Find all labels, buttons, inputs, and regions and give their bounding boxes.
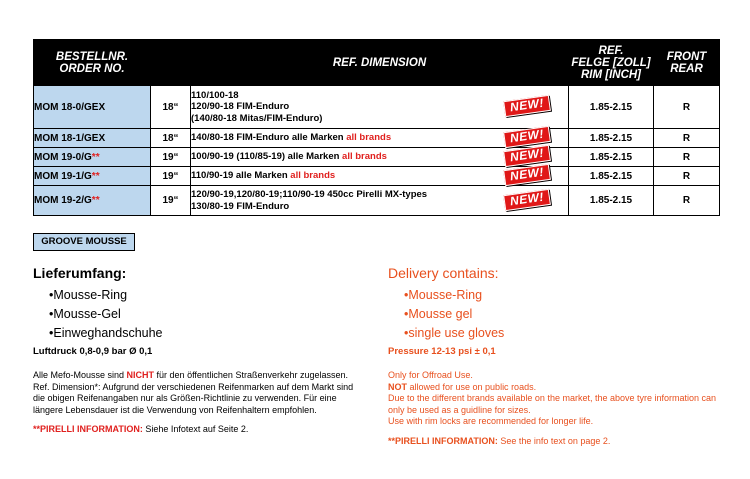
header-order-no: BESTELLNR. ORDER NO. bbox=[34, 40, 151, 86]
new-badge: NEW! bbox=[503, 126, 551, 148]
table-row bbox=[34, 186, 720, 216]
german-section bbox=[33, 265, 363, 434]
order-number: MOM 19-1/G** bbox=[34, 167, 151, 186]
pirelli-info-de: **PIRELLI INFORMATION: Siehe Infotext auf Seite 2. bbox=[33, 424, 249, 434]
table-row bbox=[34, 86, 720, 129]
product-table bbox=[33, 39, 720, 216]
rim-width: 1.85-2.15 bbox=[569, 86, 654, 129]
new-badge: NEW! bbox=[503, 145, 551, 167]
order-number: MOM 18-0/GEX bbox=[34, 86, 151, 129]
table-row bbox=[34, 148, 720, 167]
delivery-heading-en: Delivery contains: bbox=[388, 265, 499, 281]
list-item: • Einweghandschuhe bbox=[49, 324, 363, 343]
rim-size: 19“ bbox=[151, 186, 191, 216]
ref-dimension: 110/90-19 alle Marken all brands NEW! bbox=[191, 167, 569, 186]
delivery-heading-de: Lieferumfang: bbox=[33, 265, 127, 281]
list-item: • Mousse-Gel bbox=[49, 305, 363, 324]
ref-dimension: 140/80-18 FIM-Enduro alle Marken all brands NEW! bbox=[191, 129, 569, 148]
delivery-list-en bbox=[388, 286, 718, 343]
rim-width: 1.85-2.15 bbox=[569, 167, 654, 186]
pressure-de: Luftdruck 0,8-0,9 bar Ø 0,1 bbox=[33, 346, 153, 357]
pressure-en: Pressure 12-13 psi ± 0,1 bbox=[388, 346, 496, 357]
position: R bbox=[654, 148, 720, 167]
new-badge: NEW! bbox=[503, 188, 551, 210]
rim-width: 1.85-2.15 bbox=[569, 186, 654, 216]
rim-size: 19“ bbox=[151, 148, 191, 167]
list-item: • Mousse-Ring bbox=[404, 286, 718, 305]
groove-mousse-label: GROOVE MOUSSE bbox=[33, 233, 135, 251]
table-row bbox=[34, 129, 720, 148]
header-dimension: REF. DIMENSION bbox=[191, 40, 569, 86]
rim-size: 18“ bbox=[151, 129, 191, 148]
ref-dimension: 100/90-19 (110/85-19) alle Marken all brands NEW! bbox=[191, 148, 569, 167]
new-badge: NEW! bbox=[503, 95, 551, 117]
header-rim: REF. FELGE [ZOLL] RIM [INCH] bbox=[569, 40, 654, 86]
header-size bbox=[151, 40, 191, 86]
delivery-list-de bbox=[33, 286, 363, 343]
position: R bbox=[654, 167, 720, 186]
notes-de: Alle Mefo-Mousse sind NICHT für den öffentlichen Straßenverkehr zugelassen. Ref. Dimension*: Aufgrund der verschiedenen Reifenmarken auf dem Markt sind die obigen Reifenangaben nur als Größen-Richtlinie zu verwenden. Für eine längere Lebensdauer ist die Verwendung von Reifenhaltern empfohlen. bbox=[33, 370, 354, 415]
rim-width: 1.85-2.15 bbox=[569, 148, 654, 167]
list-item: • Mousse gel bbox=[404, 305, 718, 324]
position: R bbox=[654, 129, 720, 148]
new-badge: NEW! bbox=[503, 164, 551, 186]
table-header-row bbox=[34, 40, 720, 86]
ref-dimension: 110/100-18 120/90-18 FIM-Enduro (140/80-18 Mitas/FIM-Enduro) NEW! bbox=[191, 86, 569, 129]
rim-size: 19“ bbox=[151, 167, 191, 186]
list-item: • single use gloves bbox=[404, 324, 718, 343]
order-number: MOM 18-1/GEX bbox=[34, 129, 151, 148]
pirelli-info-en: **PIRELLI INFORMATION: See the info text on page 2. bbox=[388, 435, 611, 446]
position: R bbox=[654, 86, 720, 129]
order-number: MOM 19-0/G** bbox=[34, 148, 151, 167]
table-row bbox=[34, 167, 720, 186]
header-position: FRONT REAR bbox=[654, 40, 720, 86]
list-item: • Mousse-Ring bbox=[49, 286, 363, 305]
order-number: MOM 19-2/G** bbox=[34, 186, 151, 216]
english-section bbox=[388, 265, 718, 446]
rim-width: 1.85-2.15 bbox=[569, 129, 654, 148]
ref-dimension: 120/90-19,120/80-19;110/90-19 450cc Pirelli MX-types 130/80-19 FIM-Enduro NEW! bbox=[191, 186, 569, 216]
rim-size: 18“ bbox=[151, 86, 191, 129]
position: R bbox=[654, 186, 720, 216]
notes-en: Only for Offroad Use. NOT allowed for use on public roads. Due to the different brands available on the market, the above tyre information can only be used as a guidline for sizes. Use with rim locks are recommended for longer life. bbox=[388, 370, 717, 426]
